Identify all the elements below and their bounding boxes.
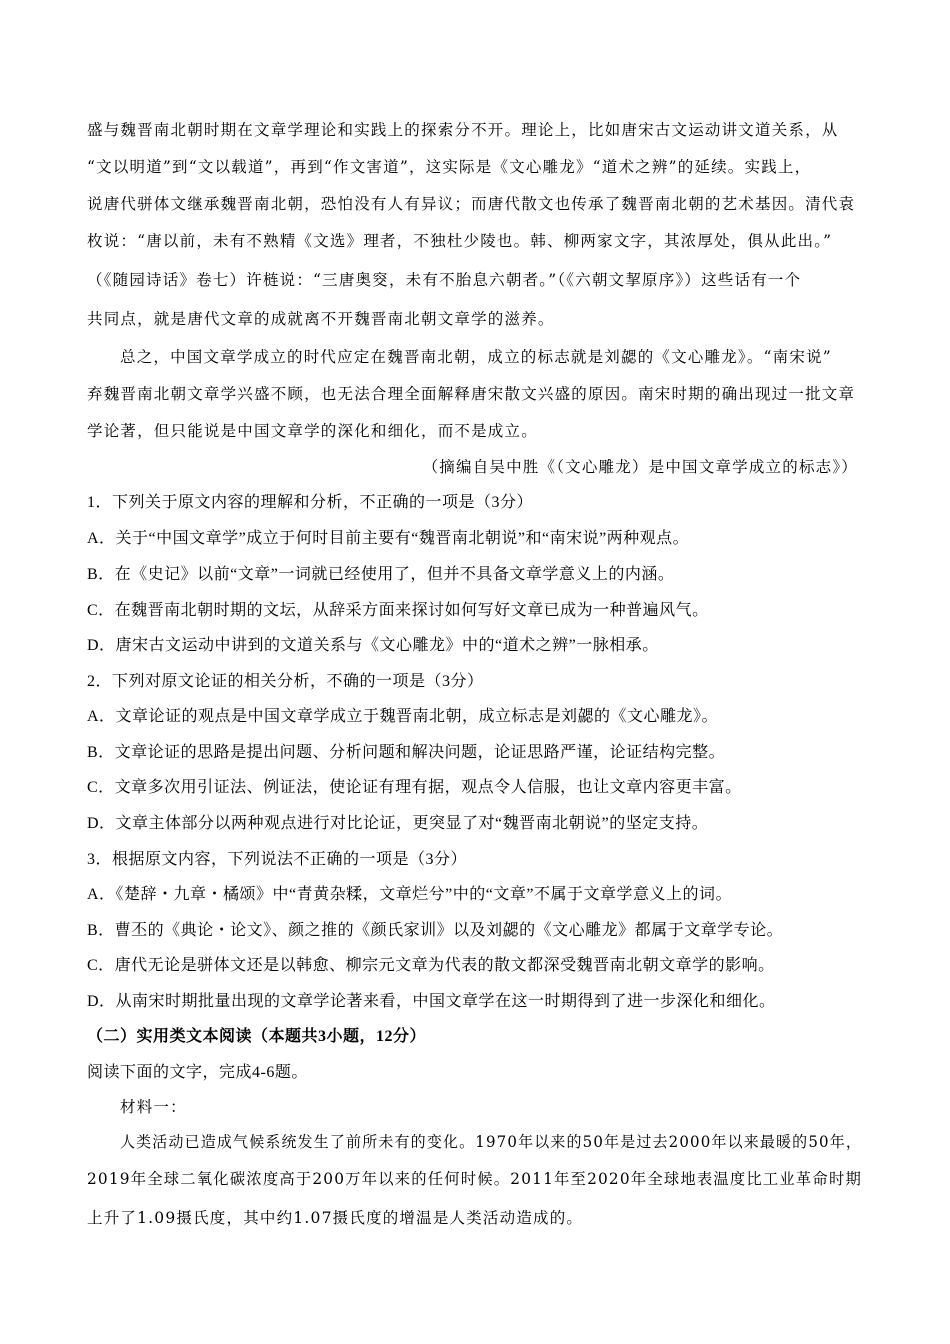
passage-line: 共同点，就是唐代文章的成就离不开魏晋南北朝文章学的滋养。 [87, 310, 555, 328]
question-option: D．唐宋古文运动中讲到的文道关系与《文心雕龙》中的“道术之辨”一脉相承。 [87, 637, 659, 654]
question-stem: 1．下列关于原文内容的理解和分析，不正确的一项是（3分） [87, 494, 534, 511]
passage-line: 盛与魏晋南北朝时期在文章学理论和实践上的探索分不开。理论上，比如唐宋古文运动讲文道关系，从 [87, 121, 839, 139]
conclusion-line: 学论著，但只能说是中国文章学的深化和细化，而不是成立。 [87, 422, 538, 440]
question-option: B．在《史记》以前“文章”一词就已经使用了，但并不具备文章学意义上的内涵。 [87, 566, 675, 583]
material-line: 上升了1.09摄氏度，其中约1.07摄氏度的增温是人类活动造成的。 [87, 1209, 584, 1227]
passage-line: 说唐代骈体文继承魏晋南北朝，恐怕没有人有异议；而唐代散文也传承了魏晋南北朝的艺术基因。清代袁 [87, 195, 856, 213]
material-line: 人类活动已造成气候系统发生了前所未有的变化。1970年以来的50年是过去2000年以来最暖的50年， [120, 1133, 863, 1151]
question-stem: 3．根据原文内容，下列说法不正确的一项是（3分） [87, 851, 468, 868]
question-option: A．关于“中国文章学”成立于何时目前主要有“魏晋南北朝说”和“南宋说”两种观点。 [87, 530, 690, 547]
question-option: C．唐代无论是骈体文还是以韩愈、柳宗元文章为代表的散文都深受魏晋南北朝文章学的影响。 [87, 957, 775, 974]
question-option: C．在魏晋南北朝时期的文坛，从辞采方面来探讨如何写好文章已成为一种普遍风气。 [87, 602, 709, 619]
question-option: C．文章多次用引证法、例证法，使论证有理有据，观点令人信服，也让文章内容更丰富。 [87, 779, 742, 796]
passage-line: （《随园诗话》卷七）许梿说：“三唐奥窔，未有不胎息六朝者。”（《六朝文挈原序》）这些话有一个 [87, 271, 802, 289]
section-title: （二）实用类文本阅读（本题共3小题，12分） [87, 1028, 427, 1045]
question-option: B．文章论证的思路是提出问题、分析问题和解决问题，论证思路严谨，论证结构完整。 [87, 744, 726, 761]
passage-line: “文以明道”到“文以载道”，再到“作文害道”，这实际是《文心雕龙》“道术之辨”的延续。实践上， [87, 158, 812, 176]
question-option: A．《楚辞・九章・橘颂》中“青黄杂糅，文章烂兮”中的“文章”不属于文章学意义上的词。 [87, 886, 732, 903]
reading-instruction: 阅读下面的文字，完成4-6题。 [87, 1064, 308, 1081]
question-option: D．文章主体部分以两种观点进行对比论证，更突显了对“魏晋南北朝说”的坚定支持。 [87, 815, 709, 832]
material-line: 2019年全球二氧化碳浓度高于200万年以来的任何时候。2011年至2020年全球地表温度比工业革命时期 [87, 1170, 862, 1188]
material-label: 材料一： [120, 1098, 187, 1116]
source-citation: （摘编自吴中胜《（文心雕龙）是中国文章学成立的标志》） [422, 458, 858, 476]
question-option: B．曹丕的《典论・论文》、颜之推的《颜氏家训》以及刘勰的《文心雕龙》都属于文章学专论。 [87, 922, 784, 939]
conclusion-line: 弃魏晋南北朝文章学兴盛不顾，也无法合理全面解释唐宋散文兴盛的原因。南宋时期的确出现过一批文章 [87, 385, 856, 403]
passage-line: 枚说：“唐以前，未有不熟精《文选》理者，不独杜少陵也。韩、柳两家文字，其浓厚处，俱从此出。” [87, 232, 833, 250]
conclusion-line: 总之，中国文章学成立的时代应定在魏晋南北朝，成立的标志就是刘勰的《文心雕龙》。“南宋说” [120, 348, 832, 366]
question-option: D．从南宋时期批量出现的文章学论著来看，中国文章学在这一时期得到了进一步深化和细化。 [87, 993, 776, 1010]
question-stem: 2．下列对原文论证的相关分析，不确的一项是（3分） [87, 673, 484, 690]
question-option: A．文章论证的观点是中国文章学成立于魏晋南北朝，成立标志是刘勰的《文心雕龙》。 [87, 708, 719, 725]
